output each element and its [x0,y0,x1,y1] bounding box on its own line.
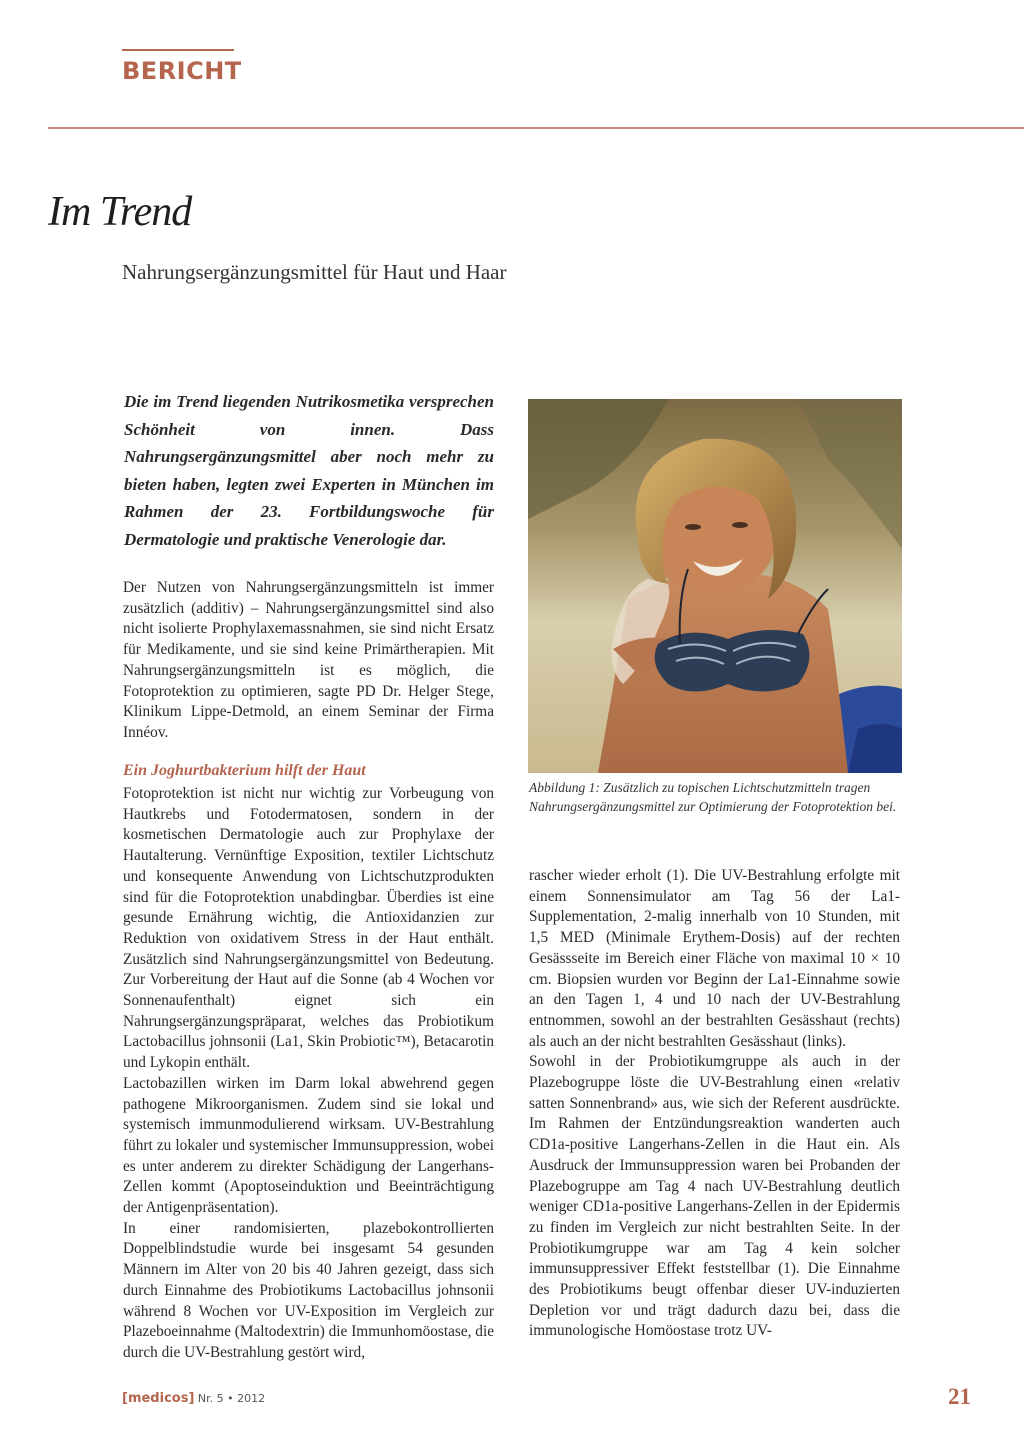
paragraph: In einer randomisierten, plazebokontrollierten Doppelblindstudie wurde bei insgesamt 54 gesunden Männern im Alter von 20 bis 40 Jahren gezeigt, dass sich durch Einnahme des Probiotikums Lactobacillus johnsonii während 8 Wochen vor UV-Exposition im Vergleich zur Plazeboeinnahme (Maltodextrin) die Immunhomöostase, die durch die UV-Bestrahlung gestört wird, [123,1219,494,1361]
paragraph: Fotoprotektion ist nicht nur wichtig zur Vorbeugung von Hautkrebs und Fotodermatosen, sondern in der kosmetischen Dermatologie auch zur Prophylaxe der Hautalterung. Vernünftige Exposition, textiler Lichtschutz und konsequente Anwendung von Lichtschutzprodukten sind für die Fotoprotektion unabdingbar. Überdies ist eine gesunde Ernährung wichtig, die Antioxidanzien zur Reduktion von oxidativem Stress in der Haut enthält. Zusätzlich sind Nahrungsergänzungsmittel von Bedeutung. Zur Vorbereitung der Haut auf die Sonne (ab 4 Wochen vor Sonnenaufenthalt) eignet sich ein Nahrungsergänzungspräparat, welches das Probiotikum Lactobacillus johnsonii (La1, Skin Probiotic™), Betacarotin und Lykopin enthält. [123,785,494,1072]
paragraph: Sowohl in der Probiotikumgruppe als auch in der Plazebogruppe löste die UV-Bestrahlung einen «relativ satten Sonnenbrand» aus, wie sich der Referent ausdrückte. Im Rahmen der Entzündungsreaktion wanderten auch CD1a-positive Langerhans-Zellen in die Haut ein. Als Ausdruck der Immunsuppression waren bei Probanden der Plazebogruppe am Tag 4 nach UV-Bestrahlung deutlich weniger CD1a-positive Langerhans-Zellen in der Epidermis zu finden im Vergleich zur nicht bestrahlten Seite. In der Probiotikumgruppe war am Tag 4 kein solcher immunsuppressiver Effekt feststellbar (1). Die Einnahme des Probiotikums beugt offenbar dieser UV-induzierten Depletion vor und trägt dadurch dazu bei, dass die immunologische Homöostase trotz UV- [529,1053,900,1340]
paragraph: rascher wieder erholt (1). Die UV-Bestrahlung erfolgte mit einem Sonnensimulator am Tag 56 der La1-Supplementation, 2-malig innerhalb von 10 Stunden, mit 1,5 MED (Minimale Erythem-Dosis) auf der rechten Gesässseite im Bereich einer Fläche von maximal 10 × 10 cm. Biopsien wurden vor Beginn der La1-Einnahme sowie an den Tagen 1, 4 und 10 nach der UV-Bestrahlung entnommen, sowohl an der bestrahlten Gesässhaut (rechts) als auch an der nicht bestrahlten Gesässhaut (links). [529,867,900,1050]
figure-caption: Abbildung 1: Zusätzlich zu topischen Lichtschutzmitteln tragen Nahrungsergänzungsmittel zur Optimierung der Fotoprotektion bei. [529,780,897,814]
paragraph: Lactobazillen wirken im Darm lokal abwehrend gegen pathogene Mikroorganismen. Zudem sind sie lokal und systemisch immunmodulierend wirksam. UV-Bestrahlung führt zu lokaler und systemischer Immunsuppression, wobei es unter anderem zu direkter Schädigung der Langerhans-Zellen kommt (Apoptoseinduktion und Beeinträchtigung der Antigenpräsentation). [123,1074,494,1217]
article-lead: Die im Trend liegenden Nutrikosmetika versprechen Schönheit von innen. Dass Nahrungsergänzungsmittel aber noch mehr zu bieten haben, legten zwei Experten in München im Rahmen der 23. Fortbildungswoche für Dermatologie und praktische Venerologie dar. [124,392,494,549]
article-subtitle: Nahrungsergänzungsmittel für Haut und Haar [122,260,507,284]
section-heading: Ein Joghurtbakterium hilft der Haut [123,762,366,779]
column-right-body [529,866,900,1342]
paragraph: Der Nutzen von Nahrungsergänzungsmitteln ist immer zusätzlich (additiv) – Nahrungsergänzungsmittel sind also nicht isolierte Prophylaxemassnahmen, sie sind nicht Ersatz für Medikamente, und sie sind keine Primärtherapien. Mit Nahrungsergänzungsmitteln ist es möglich, die Fotoprotektion zu optimieren, sagte PD Dr. Helger Stege, Klinikum Lippe-Detmold, an einem Seminar der Firma Innéov. [123,579,494,741]
rubric-rule [122,49,234,51]
article-title: Im Trend [48,189,192,235]
column-left-intro [123,578,494,744]
page-number: 21 [948,1384,971,1409]
footer-issue [122,1391,265,1406]
section-label: BERICHT [122,57,242,85]
article-photo [528,399,902,773]
column-left-body [123,784,494,1364]
issue-number: Nr. 5 • 2012 [197,1392,266,1405]
publication-brand: [medicos] [122,1391,195,1406]
header-divider [48,127,1024,129]
